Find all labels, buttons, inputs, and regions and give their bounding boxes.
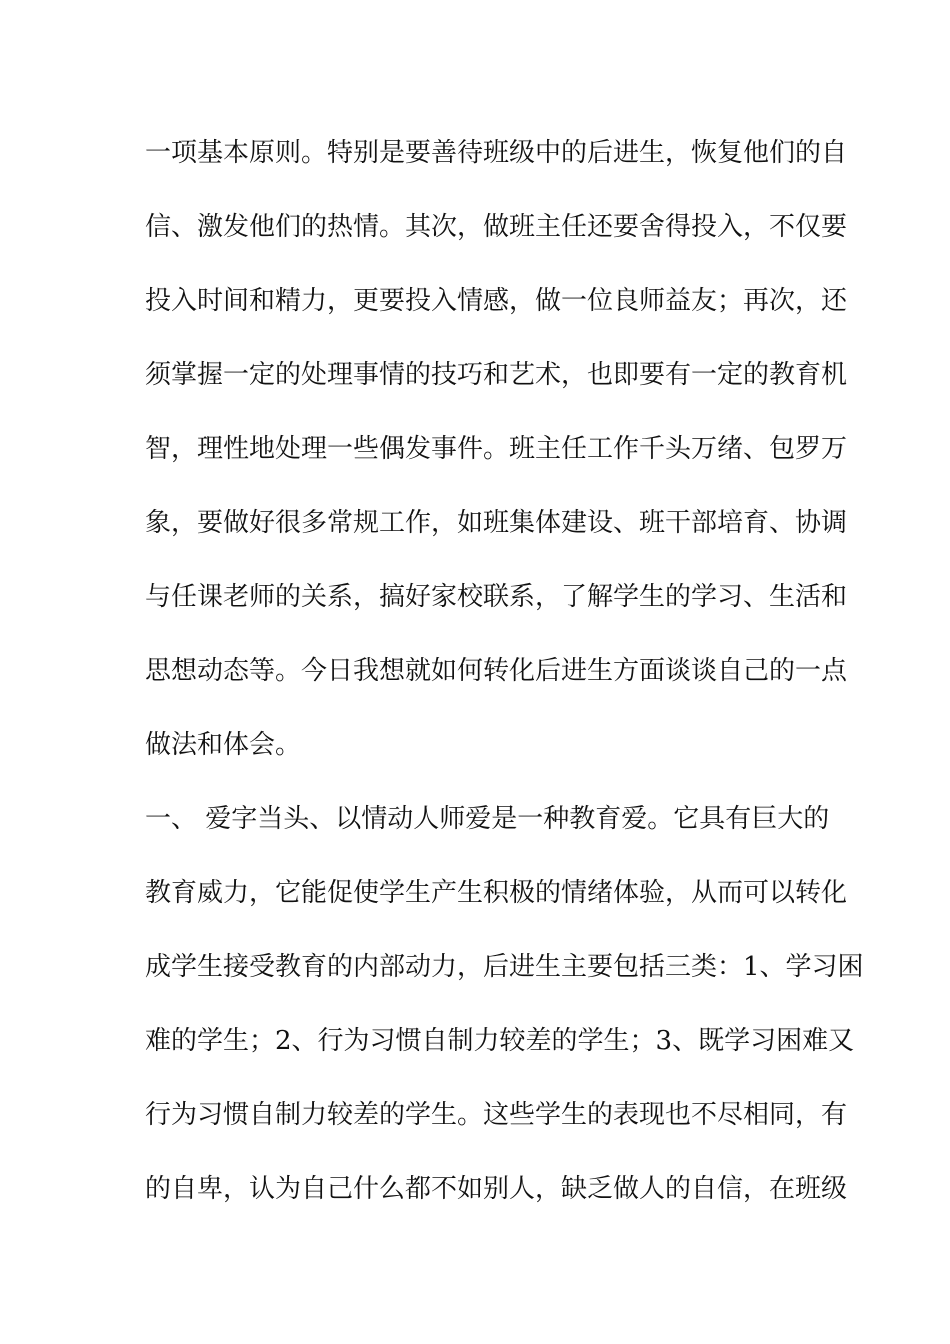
text-line: 教育威力，它能促使学生产生积极的情绪体验，从而可以转化 [145, 878, 848, 908]
text-line: 须掌握一定的处理事情的技巧和艺术，也即要有一定的教育机 [145, 360, 848, 390]
text-line: 投入时间和精力，更要投入情感，做一位良师益友；再次，还 [145, 286, 848, 316]
text-line: 一项基本原则。特别是要善待班级中的后进生，恢复他们的自 [145, 138, 848, 168]
text-line: 的自卑，认为自己什么都不如别人，缺乏做人的自信，在班级 [145, 1174, 848, 1204]
body-text [145, 127, 864, 1237]
text-line: 与任课老师的关系，搞好家校联系，了解学生的学习、生活和 [145, 582, 848, 612]
text-line: 思想动态等。今日我想就如何转化后进生方面谈谈自己的一点 [145, 656, 848, 686]
text-line: 成学生接受教育的内部动力，后进生主要包括三类：1、学习困 [145, 952, 864, 982]
text-line: 信、激发他们的热情。其次，做班主任还要舍得投入，不仅要 [145, 212, 848, 242]
section-heading-line: 一、 爱字当头、以情动人师爱是一种教育爱。它具有巨大的 [145, 804, 830, 834]
text-line: 象，要做好很多常规工作，如班集体建设、班干部培育、协调 [145, 508, 848, 538]
text-line: 做法和体会。 [145, 730, 302, 760]
text-line: 难的学生；2、行为习惯自制力较差的学生；3、既学习困难又 [145, 1026, 855, 1056]
text-line: 智，理性地处理一些偶发事件。班主任工作千头万绪、包罗万 [145, 434, 848, 464]
text-line: 行为习惯自制力较差的学生。这些学生的表现也不尽相同，有 [145, 1100, 848, 1130]
